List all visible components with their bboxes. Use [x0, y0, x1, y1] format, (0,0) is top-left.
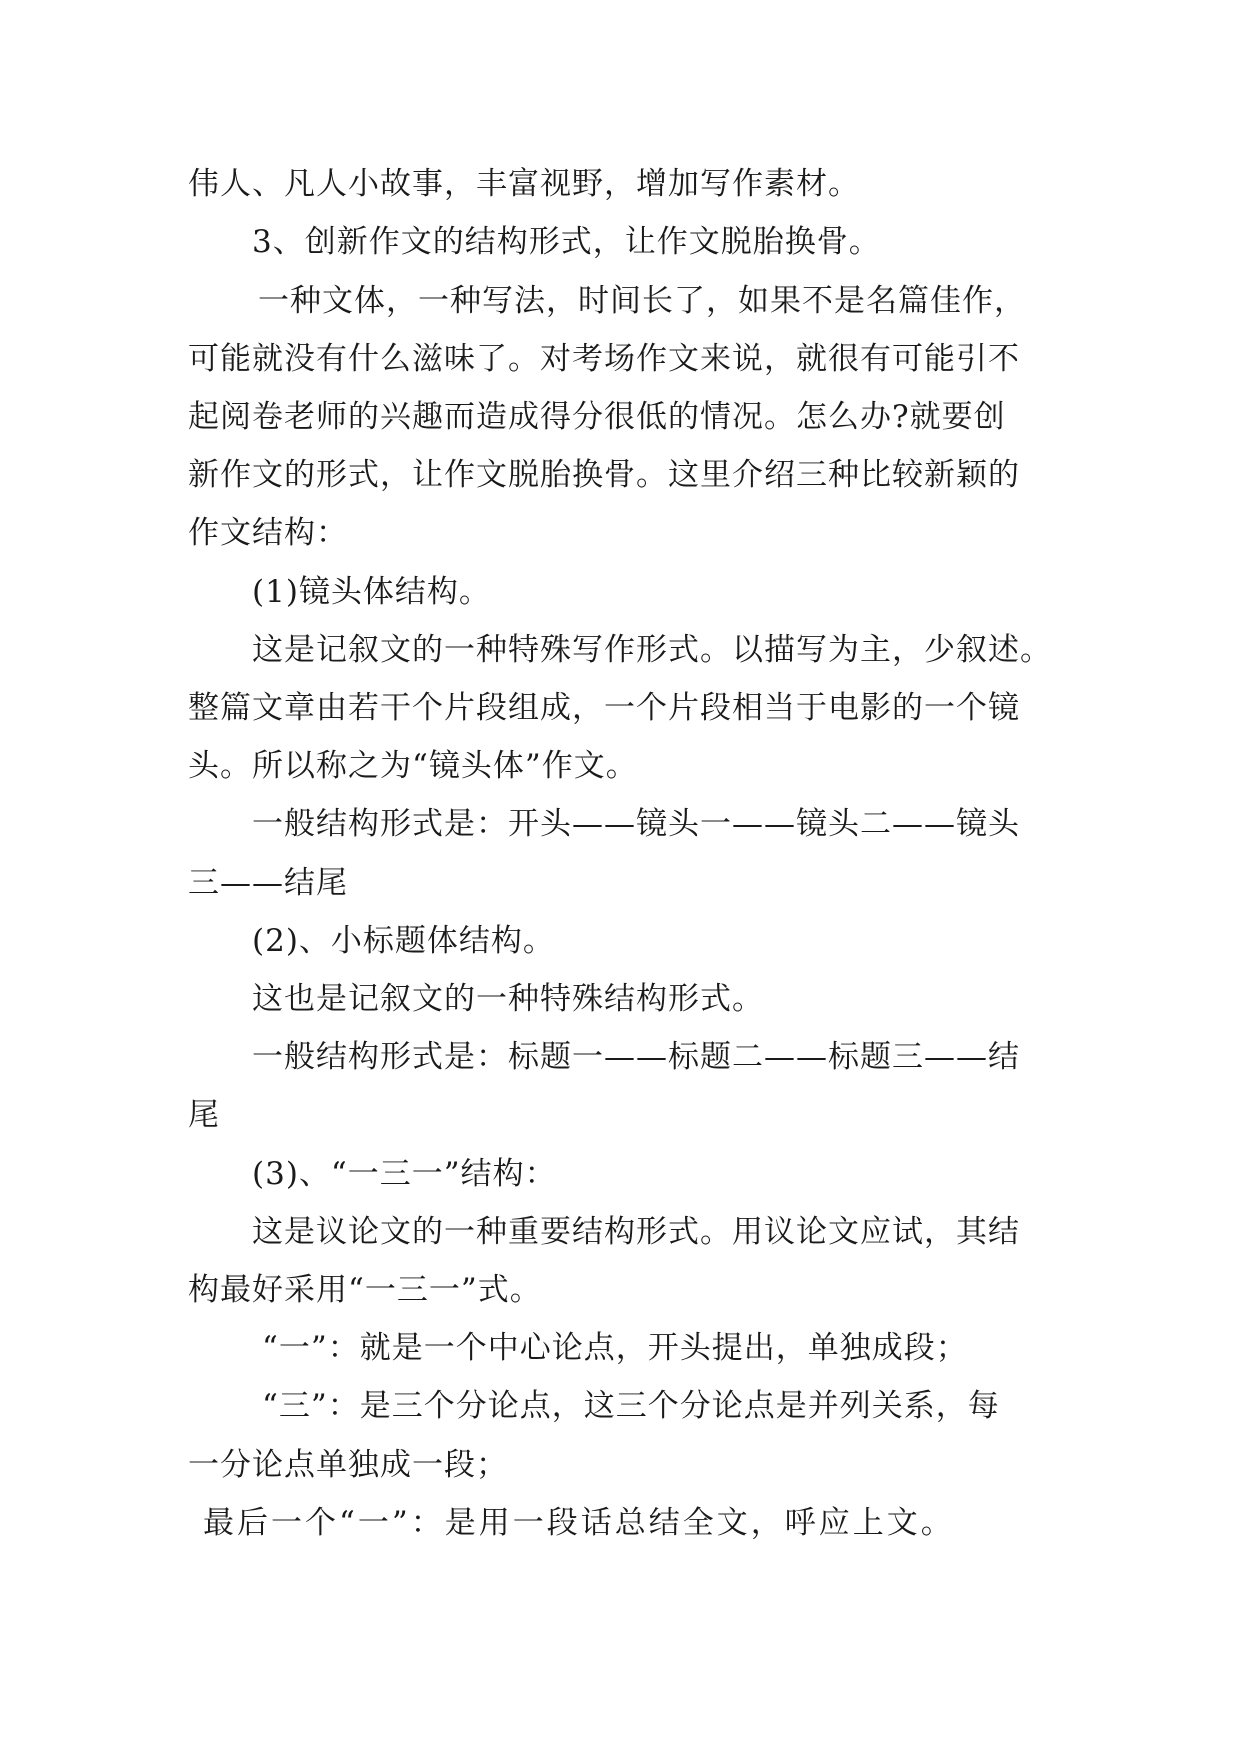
text-line: 一分论点单独成一段； [188, 1447, 508, 1483]
text-line: 作文结构： [188, 515, 348, 551]
text-line: 头。所以称之为“镜头体”作文。 [188, 748, 638, 784]
text-line: 尾 [188, 1097, 220, 1133]
text-line: 一种文体，一种写法，时间长了，如果不是名篇佳作， [258, 283, 1026, 319]
text-line: 一般结构形式是：开头——镜头一——镜头二——镜头 [252, 806, 1020, 842]
text-line: 3、创新作文的结构形式，让作文脱胎换骨。 [252, 224, 881, 260]
text-line: 这是议论文的一种重要结构形式。用议论文应试，其结 [252, 1214, 1020, 1250]
section-heading: (3)、“一三一”结构： [252, 1156, 557, 1192]
text-line: 一般结构形式是：标题一——标题二——标题三——结 [252, 1039, 1020, 1075]
section-heading: (1)镜头体结构。 [252, 574, 491, 610]
section-heading: (2)、小标题体结构。 [252, 923, 555, 959]
text-line: 起阅卷老师的兴趣而造成得分很低的情况。怎么办?就要创 [188, 399, 1006, 435]
text-line: 最后一个“一”：是用一段话总结全文，呼应上文。 [203, 1505, 955, 1541]
text-line: 伟人、凡人小故事，丰富视野，增加写作素材。 [188, 166, 860, 202]
text-line: 这也是记叙文的一种特殊结构形式。 [252, 981, 764, 1017]
text-line: “三”：是三个分论点，这三个分论点是并列关系，每 [262, 1388, 1000, 1424]
text-line: 这是记叙文的一种特殊写作形式。以描写为主，少叙述。 [252, 632, 1052, 668]
text-line: 可能就没有什么滋味了。对考场作文来说，就很有可能引不 [188, 341, 1020, 377]
text-line: “一”：就是一个中心论点，开头提出，单独成段； [262, 1330, 968, 1366]
text-line: 构最好采用“一三一”式。 [188, 1272, 542, 1308]
text-line: 三——结尾 [188, 865, 348, 901]
text-line: 新作文的形式，让作文脱胎换骨。这里介绍三种比较新颖的 [188, 457, 1020, 493]
text-line: 整篇文章由若干个片段组成，一个片段相当于电影的一个镜 [188, 690, 1020, 726]
